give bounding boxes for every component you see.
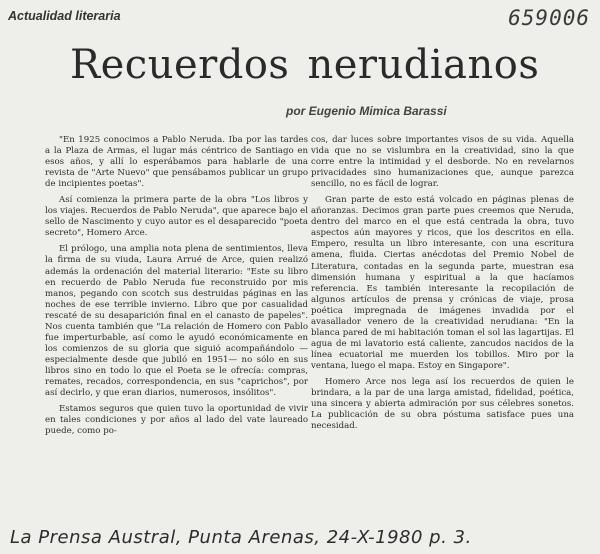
paragraph: cos, dar luces sobre importantes visos de su vida. Aquella vida que no se vislumbra en la creatividad, sino la que corre entre la intimidad y el desborde. No en revelarnos privacidades sino humanizaciones que, aunque parezca sencillo, no es fácil de lograr. bbox=[311, 135, 574, 190]
title-word-1: Recuerdos bbox=[70, 42, 290, 88]
article-title bbox=[70, 42, 539, 88]
handwritten-source-note: La Prensa Austral, Punta Arenas, 24-X-1980 p. 3. bbox=[10, 527, 472, 548]
article-column-right bbox=[311, 135, 574, 437]
byline: por Eugenio Mimica Barassi bbox=[286, 104, 447, 118]
paragraph: "En 1925 conocimos a Pablo Neruda. Iba por las tardes a la Plaza de Armas, el lugar más céntrico de Santiago en esos años, y allí lo esperábamos para hablarle de una revista de "Arte Nuevo" que pensábamos publicar un grupo de incipientes poetas". bbox=[45, 135, 308, 190]
paragraph: El prólogo, una amplia nota plena de sentimientos, lleva la firma de su viuda, Laura Arrué de Arce, quien realizó además la ordenación del material literario: "Este su libro en recuerdo de Pablo Neruda fue reconstruido por mis manos, pegando con scotch sus destruidas páginas en las noches de ese terrible invierno. Libro que por casualidad rescaté de su desaparición final en el canasto de papeles". Nos cuenta también que "La relación de Homero con Pablo fue imperturbable, así como le ayudó económicamente en los comienzos de su gloria que siguió acompañándolo —especialmente desde que jubiló en 1951— no sólo en sus libros sino en todo lo que el Poeta se le ofrecía: compras, remates, recados, correspondencia, en sus "caprichos", por así decirlo, y que eran diarios, numerosos, insólitos". bbox=[45, 244, 308, 399]
paragraph: Así comienza la primera parte de la obra "Los libros y los viajes. Recuerdos de Pablo Neruda", que aparece bajo el sello de Nascimento y cuyo autor es el desaparecido "poeta secreto", Homero Arce. bbox=[45, 195, 308, 239]
article-column-left bbox=[45, 135, 308, 442]
section-label: Actualidad literaria bbox=[8, 9, 121, 23]
paragraph: Gran parte de esto está volcado en páginas plenas de añoranzas. Decimos gran parte pues creemos que Neruda, dentro del marco en el que está centrada la obra, tuvo aspectos aún mayores y ricos, que los descritos en ella. Empero, resulta un libro interesante, con una escritura amena, fluida. Ciertas anécdotas del Premio Nobel de Literatura, contadas en la segunda parte, muestran esa dimensión humana y espiritual a la que hacíamos referencia. Es también interesante la recopilación de algunos artículos de prensa y crónicas de viaje, prosa poética impregnada de imágenes invadida por el avasallador venero de la creatividad nerudiana: "En la blanca pared de mi habitación toman el sol las lagartijas. El agua de mi lavatorio está caliente, zancudos nacidos de la línea ecuatorial me muerden los tobillos. Miro por la ventana, luego el mapa. Estoy en Singapore". bbox=[311, 195, 574, 371]
paragraph: Homero Arce nos lega así los recuerdos de quien le brindara, a la par de una larga amistad, fidelidad, poética, una sincera y abierta admiración por sus célebres sonetos. La publicación de su obra póstuma satisface pues una necesidad. bbox=[311, 376, 574, 432]
paragraph: Estamos seguros que quien tuvo la oportunidad de vivir en tales condiciones y por años al lado del vate laureado puede, como po- bbox=[45, 404, 308, 437]
accession-number: 659006 bbox=[508, 6, 590, 30]
title-word-2: nerudianos bbox=[307, 42, 540, 88]
